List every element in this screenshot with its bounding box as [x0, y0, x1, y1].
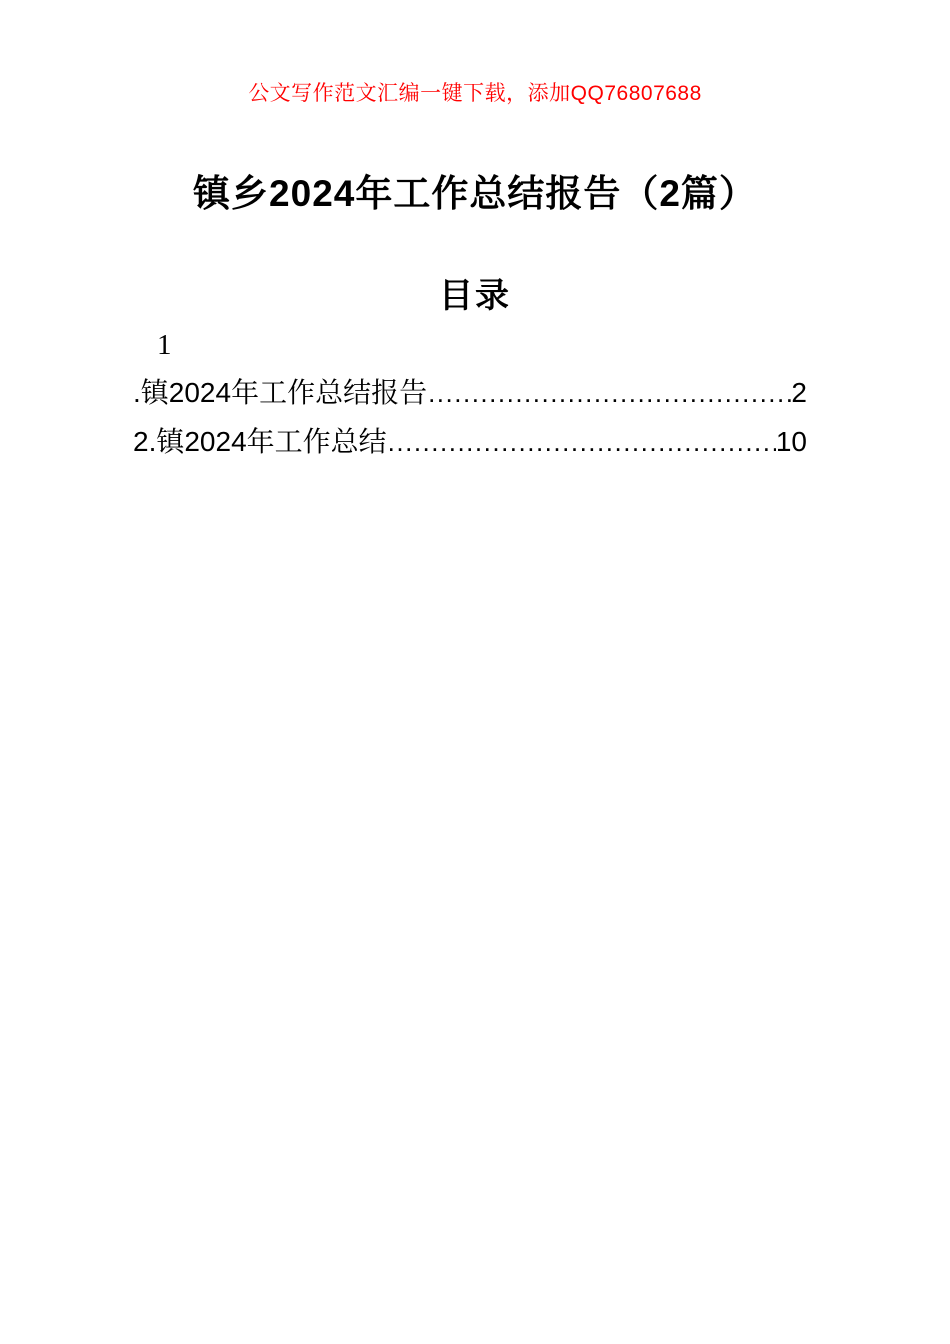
toc-leader-dots [427, 377, 791, 409]
toc-list [133, 377, 807, 475]
toc-entry[interactable] [133, 426, 807, 458]
promo-banner [0, 82, 950, 106]
toc-entry[interactable] [133, 377, 807, 409]
toc-entry-page: 10 [775, 426, 807, 457]
toc-heading: 目录 [439, 277, 511, 315]
toc-entry-label: 2.镇2024年工作总结 [133, 426, 387, 457]
toc-entry-page: 2 [791, 377, 807, 408]
promo-text: 公文写作范文汇编一键下载，添加QQ76807688 [248, 82, 702, 105]
toc-leader-dots [387, 426, 776, 458]
document-title: 镇乡2024年工作总结报告（2篇） [193, 173, 757, 214]
toc-entry-label: .镇2024年工作总结报告 [133, 377, 428, 408]
orphan-number: 1 [157, 329, 172, 361]
